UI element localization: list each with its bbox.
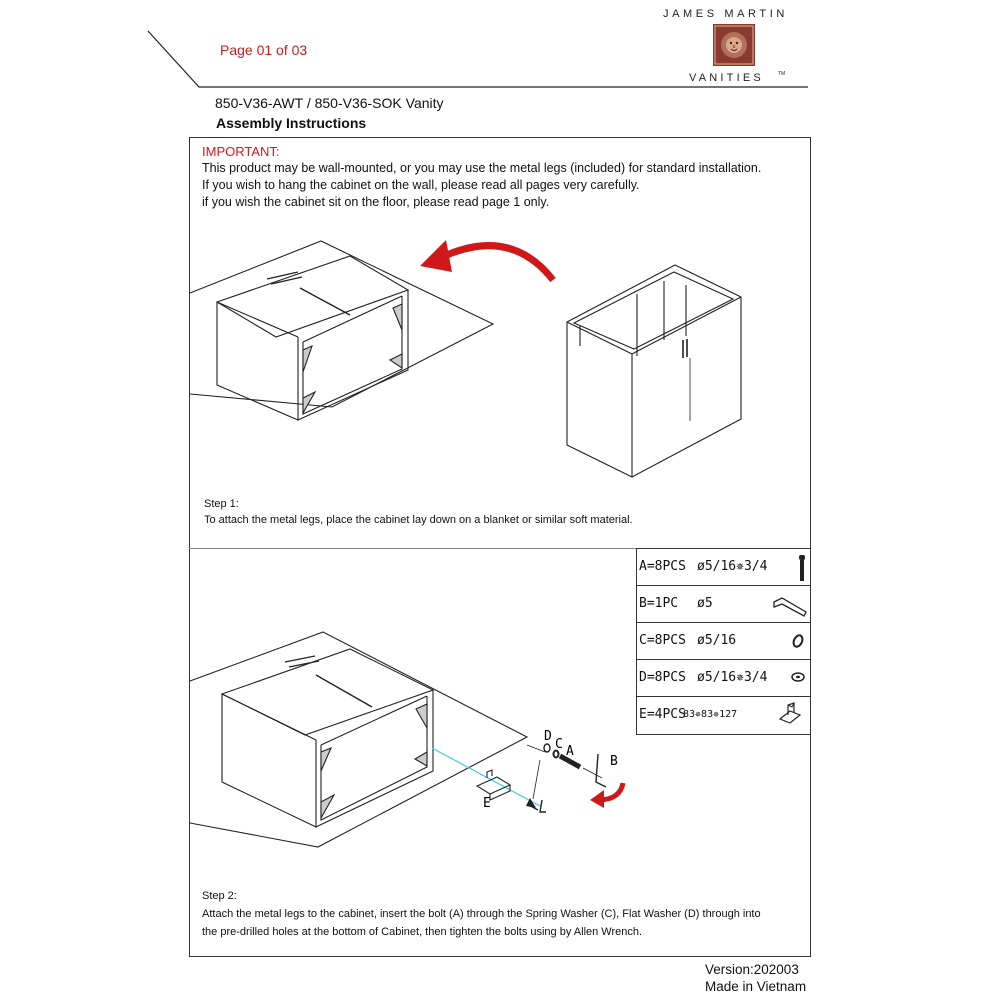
important-line: if you wish the cabinet sit on the floor, please read page 1 only. <box>202 195 550 209</box>
step1-heading: Step 1: <box>204 498 239 510</box>
part-spec: ø5/16✵3/4 <box>697 670 768 685</box>
page-number: Page 01 of 03 <box>220 42 308 58</box>
part-code: B=1PC <box>639 596 679 611</box>
part-spec: ø5/16 <box>697 633 737 648</box>
callout-e: E <box>483 796 491 811</box>
origin-label: Made in Vietnam <box>705 979 807 994</box>
brand-tagline: VANITIES <box>689 72 764 84</box>
part-code: C=8PCS <box>639 633 686 648</box>
part-code: D=8PCS <box>639 670 686 685</box>
part-spec: 83✵83✵127 <box>683 709 738 720</box>
trademark-mark: TM <box>778 71 786 77</box>
step2-text-line: Attach the metal legs to the cabinet, insert the bolt (A) through the Spring Washer (C), Flat Washer (D) through into <box>202 908 761 920</box>
callout-a: A <box>566 744 574 759</box>
part-code: A=8PCS <box>639 559 686 574</box>
step2-heading: Step 2: <box>202 890 237 902</box>
callout-c: C <box>555 737 563 752</box>
version-label: Version:202003 <box>705 962 799 977</box>
step1-text: To attach the metal legs, place the cabinet lay down on a blanket or similar soft material. <box>204 514 633 526</box>
part-spec: ø5 <box>697 596 713 611</box>
important-line: If you wish to hang the cabinet on the wall, please read all pages very carefully. <box>202 178 640 192</box>
document-subtitle: Assembly Instructions <box>216 115 367 131</box>
part-code: E=4PCS <box>639 707 686 722</box>
callout-d: D <box>544 729 552 744</box>
part-spec: ø5/16✵3/4 <box>697 559 768 574</box>
important-heading: IMPORTANT: <box>202 144 280 159</box>
brand-name: JAMES MARTIN <box>663 8 788 20</box>
model-number: 850-V36-AWT / 850-V36-SOK Vanity <box>215 95 444 111</box>
callout-b: B <box>610 754 618 769</box>
step2-text-line: the pre-drilled holes at the bottom of Cabinet, then tighten the bolts using by Allen Wrench. <box>202 926 643 938</box>
important-line: This product may be wall-mounted, or you may use the metal legs (included) for standard installation. <box>202 161 762 175</box>
